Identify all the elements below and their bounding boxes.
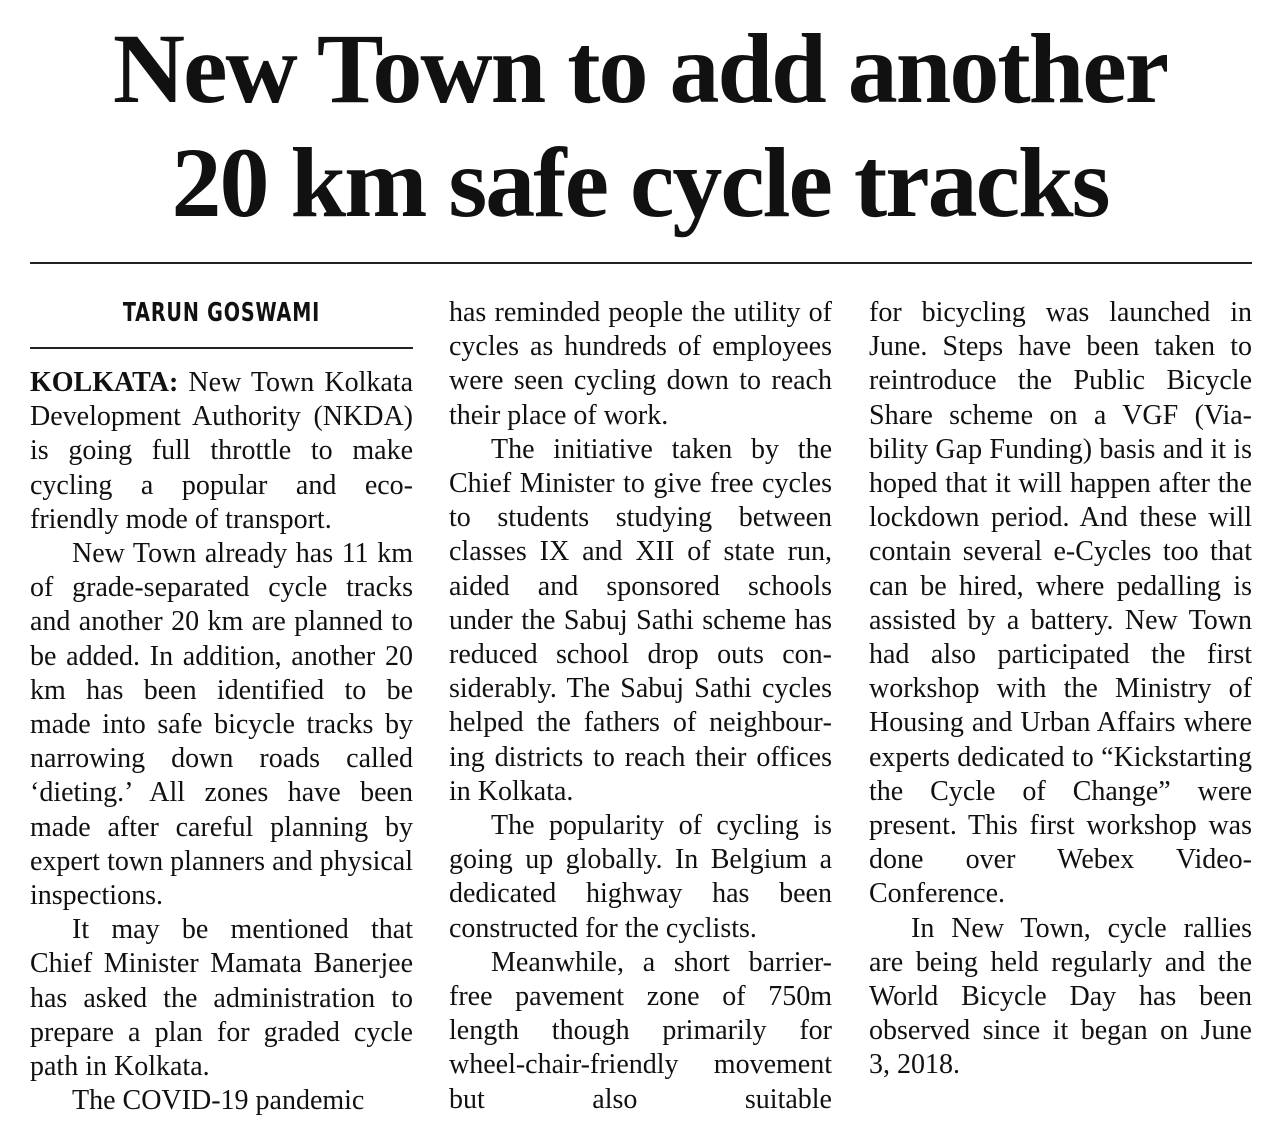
article-paragraph: The initiative taken by the Chief Minister to give free cycles to students studying between classes IX and XII of state run, aided and sponsored schools under the Sabuj Sathi scheme has reduced school drop outs considerably. The Sabuj Sathi cycles helped the fathers of neighbouring districts to reach their offices in Kolkata. (449, 433, 832, 807)
article-paragraph: In New Town, cycle rallies are being held regularly and the World Bicycle Day has been observed since it began on June 3, 2018. (869, 912, 1252, 1081)
headline-line-1: New Town to add another (112, 13, 1168, 124)
article-column-3 (869, 296, 1252, 1083)
article-column-1 (30, 296, 413, 1118)
byline: TARUN GOSWAMI (122, 298, 321, 328)
dateline: KOLKATA: (30, 367, 179, 398)
article-paragraph: It may be mentioned that Chief Minister Mamata Banerjee has asked the administration to prepare a plan for graded cycle path in Kolkata. (30, 914, 413, 1083)
article-paragraph: Meanwhile, a short barrier-free pavement zone of 750m length though primarily for wheel-chair-friendly movement but also suitable (449, 946, 832, 1115)
paragraph-text: New Town Kolkata Development Authority (NKDA) is going full throttle to make cycling a popular and eco-friendly mode of transport. (30, 367, 413, 535)
headline-divider (30, 262, 1252, 264)
article-paragraph: for bicycling was launched in June. Steps have been taken to reintroduce the Public Bicycle Share scheme on a VGF (Viability Gap Funding) basis and it is hoped that it will happen after the lockdown period. And these will contain several e-Cycles too that can be hired, where pedalling is assisted by a battery. New Town had also participated the first workshop with the Ministry of Housing and Urban Affairs where experts dedicated to “Kickstarting the Cycle of Change” were present. This first workshop was done over Webex Video-Conference. (869, 297, 1252, 910)
article-column-2 (449, 296, 832, 1117)
article-paragraph: The COVID-19 pandemic (72, 1085, 365, 1117)
byline-block (30, 296, 413, 349)
article-paragraph (30, 366, 413, 537)
headline (20, 12, 1260, 240)
article-paragraph: The popularity of cycling is going up globally. In Belgium a dedicated highway has been constructed for the cyclists. (449, 810, 832, 944)
article-paragraph: has reminded people the utility of cycles as hundreds of employees were seen cycling down to reach their place of work. (449, 297, 832, 431)
article-paragraph: New Town already has 11 km of grade-separated cycle tracks and another 20 km are planned to be added. In addition, another 20 km has been identified to be made into safe bicycle tracks by narrowing down roads called ‘dieting.’ All zones have been made after careful planning by expert town planners and physical inspections. (30, 538, 413, 912)
headline-line-2: 20 km safe cycle tracks (171, 127, 1109, 238)
